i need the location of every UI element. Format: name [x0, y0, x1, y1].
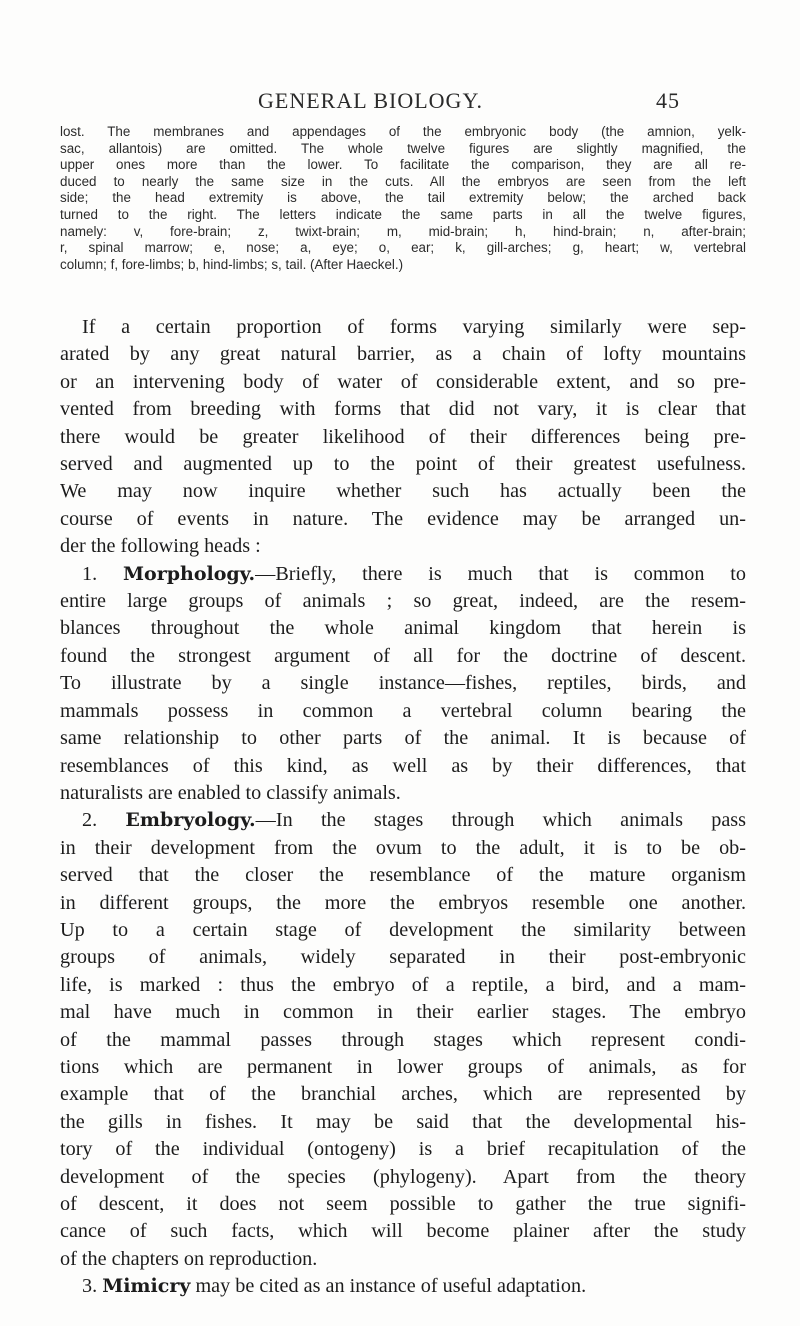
caption-line: sac, allantois) are omitted. The whole twelve figures are slightly magnified, the — [60, 140, 746, 156]
text-line — [60, 807, 746, 834]
text-line — [60, 561, 746, 588]
section-number: 1. — [82, 562, 98, 585]
text-line: the gills in fishes. It may be said that the developmental his- — [60, 1110, 746, 1133]
section-heading-mimicry: Mimicry — [102, 1275, 191, 1298]
text-line: tory of the individual (ontogeny) is a brief recapitulation of the — [60, 1138, 746, 1161]
embryology-paragraph — [60, 807, 746, 1273]
text-line: of the chapters on reproduction. — [60, 1247, 318, 1270]
text-line: there would be greater likelihood of their differences being pre- — [60, 425, 746, 448]
caption-line: upper ones more than the lower. To facilitate the comparison, they are all re- — [60, 157, 746, 173]
text-line: served and augmented up to the point of their greatest usefulness. — [60, 453, 746, 476]
text-line: found the strongest argument of all for the doctrine of descent. — [60, 644, 746, 667]
text-line: in their development from the ovum to the adult, it is to be ob- — [60, 836, 746, 859]
text-line — [60, 1273, 746, 1300]
body-text — [60, 314, 746, 1301]
mimicry-paragraph — [60, 1273, 746, 1300]
text-line: mal have much in common in their earlier stages. The embryo — [60, 1001, 746, 1024]
page-number: 45 — [656, 88, 680, 113]
text-line: entire large groups of animals ; so great, indeed, are the resem- — [60, 590, 746, 613]
text-line: resemblances of this kind, as well as by their differences, that — [60, 754, 746, 777]
text-line: We may now inquire whether such has actually been the — [60, 480, 746, 503]
section-first-line: may be cited as an instance of useful adaptation. — [190, 1275, 587, 1298]
text-line: course of events in nature. The evidence may be arranged un- — [60, 507, 746, 530]
text-line: mammals possess in common a vertebral column bearing the — [60, 699, 746, 722]
section-number: 3. — [82, 1275, 98, 1298]
intro-paragraph — [60, 314, 746, 561]
text-line: example that of the branchial arches, which are represented by — [60, 1083, 746, 1106]
text-line: or an intervening body of water of considerable extent, and so pre- — [60, 370, 746, 393]
text-line: arated by any great natural barrier, as a chain of lofty mountains — [60, 343, 746, 366]
morphology-paragraph — [60, 561, 746, 808]
text-line: of the mammal passes through stages which represent condi- — [60, 1028, 746, 1051]
text-line: groups of animals, widely separated in their post-embryonic — [60, 946, 746, 969]
figure-caption — [60, 124, 746, 273]
caption-line: lost. The membranes and appendages of the embryonic body (the amnion, yelk- — [60, 124, 746, 139]
text-line: der the following heads : — [60, 535, 261, 558]
section-heading-morphology: Morphology. — [123, 562, 256, 585]
text-line: in different groups, the more the embryos resemble one another. — [60, 891, 746, 914]
text-line: cance of such facts, which will become plainer after the study — [60, 1220, 746, 1243]
text-line: vented from breeding with forms that did not vary, it is clear that — [60, 398, 746, 421]
caption-line: column; f, fore-limbs; b, hind-limbs; s, tail. (After Haeckel.) — [60, 256, 404, 272]
caption-line: duced to nearly the same size in the cuts. All the embryos are seen from the left — [60, 173, 746, 189]
text-line: served that the closer the resemblance of the mature organism — [60, 864, 746, 887]
caption-line: turned to the right. The letters indicate the same parts in all the twelve figures, — [60, 206, 746, 222]
section-first-line: —In the stages through which animals pass — [255, 809, 746, 832]
text-line: of descent, it does not seem possible to gather the true signifi- — [60, 1193, 746, 1215]
text-line: To illustrate by a single instance—fishes, reptiles, birds, and — [60, 672, 746, 695]
text-line: naturalists are enabled to classify animals. — [60, 781, 401, 804]
section-first-line: —Briefly, there is much that is common to — [255, 562, 746, 585]
text-line: same relationship to other parts of the animal. It is because of — [60, 727, 746, 750]
caption-line: r, spinal marrow; e, nose; a, eye; o, ear; k, gill-arches; g, heart; w, vertebral — [60, 240, 746, 256]
section-heading-embryology: Embryology. — [125, 809, 256, 832]
text-line: If a certain proportion of forms varying similarly were sep- — [82, 316, 746, 338]
text-line: tions which are permanent in lower groups of animals, as for — [60, 1055, 746, 1078]
text-line: life, is marked : thus the embryo of a reptile, a bird, and a mam- — [60, 973, 746, 996]
text-line: development of the species (phylogeny). Apart from the theory — [60, 1165, 746, 1188]
caption-line: namely: v, fore-brain; z, twixt-brain; m, mid-brain; h, hind-brain; n, after-brain; — [60, 223, 746, 239]
section-number: 2. — [82, 809, 98, 832]
caption-line: side; the head extremity is above, the tail extremity below; the arched back — [60, 190, 746, 206]
text-line: blances throughout the whole animal kingdom that herein is — [60, 617, 746, 640]
text-line: Up to a certain stage of development the similarity between — [60, 918, 746, 941]
running-head-title: GENERAL BIOLOGY. — [258, 88, 483, 113]
